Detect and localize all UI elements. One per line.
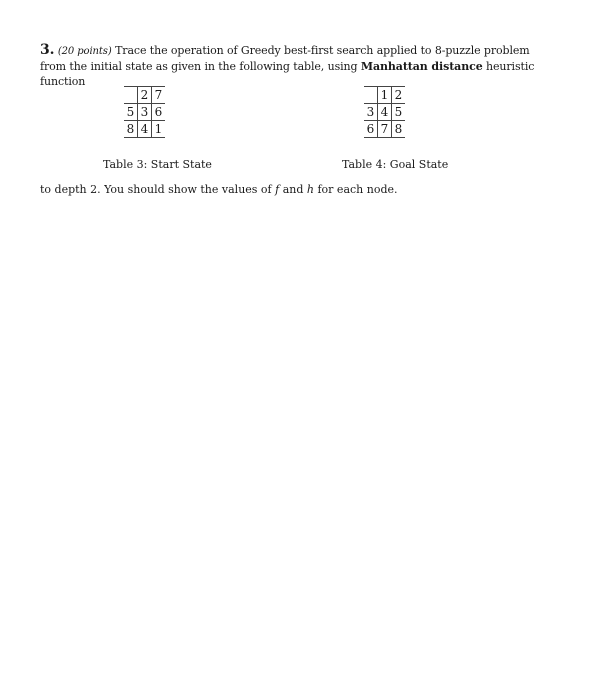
problem-statement — [40, 43, 540, 89]
goal-state-caption: Table 4: Goal State — [342, 158, 449, 171]
start-cell — [124, 87, 138, 104]
goal-cell: 7 — [378, 121, 392, 138]
start-cell: 1 — [152, 121, 166, 138]
problem-points: (20 points) — [57, 46, 112, 57]
goal-cell: 6 — [364, 121, 378, 138]
goal-cell — [364, 87, 378, 104]
start-cell: 7 — [152, 87, 166, 104]
start-cell: 5 — [124, 104, 138, 121]
goal-cell: 3 — [364, 104, 378, 121]
problem-continuation — [40, 183, 398, 196]
start-state-caption: Table 3: Start State — [103, 158, 212, 171]
continuation-and: and — [282, 183, 304, 196]
start-state-table — [124, 86, 165, 138]
problem-text: Trace the operation of Greedy best-first search applied to 8-puzzle problem from the initial state as given in the following table, using — [40, 44, 530, 73]
start-cell: 4 — [138, 121, 152, 138]
problem-text-end: heuristic function — [40, 60, 535, 88]
variable-f: f — [275, 183, 280, 196]
variable-h: h — [306, 183, 314, 196]
goal-cell: 1 — [378, 87, 392, 104]
problem-number: 3. — [40, 42, 55, 58]
continuation-end: for each node. — [317, 183, 398, 196]
heuristic-name: Manhattan distance — [360, 60, 483, 73]
goal-cell: 5 — [392, 104, 406, 121]
start-cell: 8 — [124, 121, 138, 138]
start-cell: 3 — [138, 104, 152, 121]
continuation-text: to depth 2. You should show the values of — [40, 183, 272, 196]
goal-cell: 4 — [378, 104, 392, 121]
start-cell: 2 — [138, 87, 152, 104]
start-cell: 6 — [152, 104, 166, 121]
goal-cell: 8 — [392, 121, 406, 138]
goal-state-table — [364, 86, 405, 138]
goal-cell: 2 — [392, 87, 406, 104]
